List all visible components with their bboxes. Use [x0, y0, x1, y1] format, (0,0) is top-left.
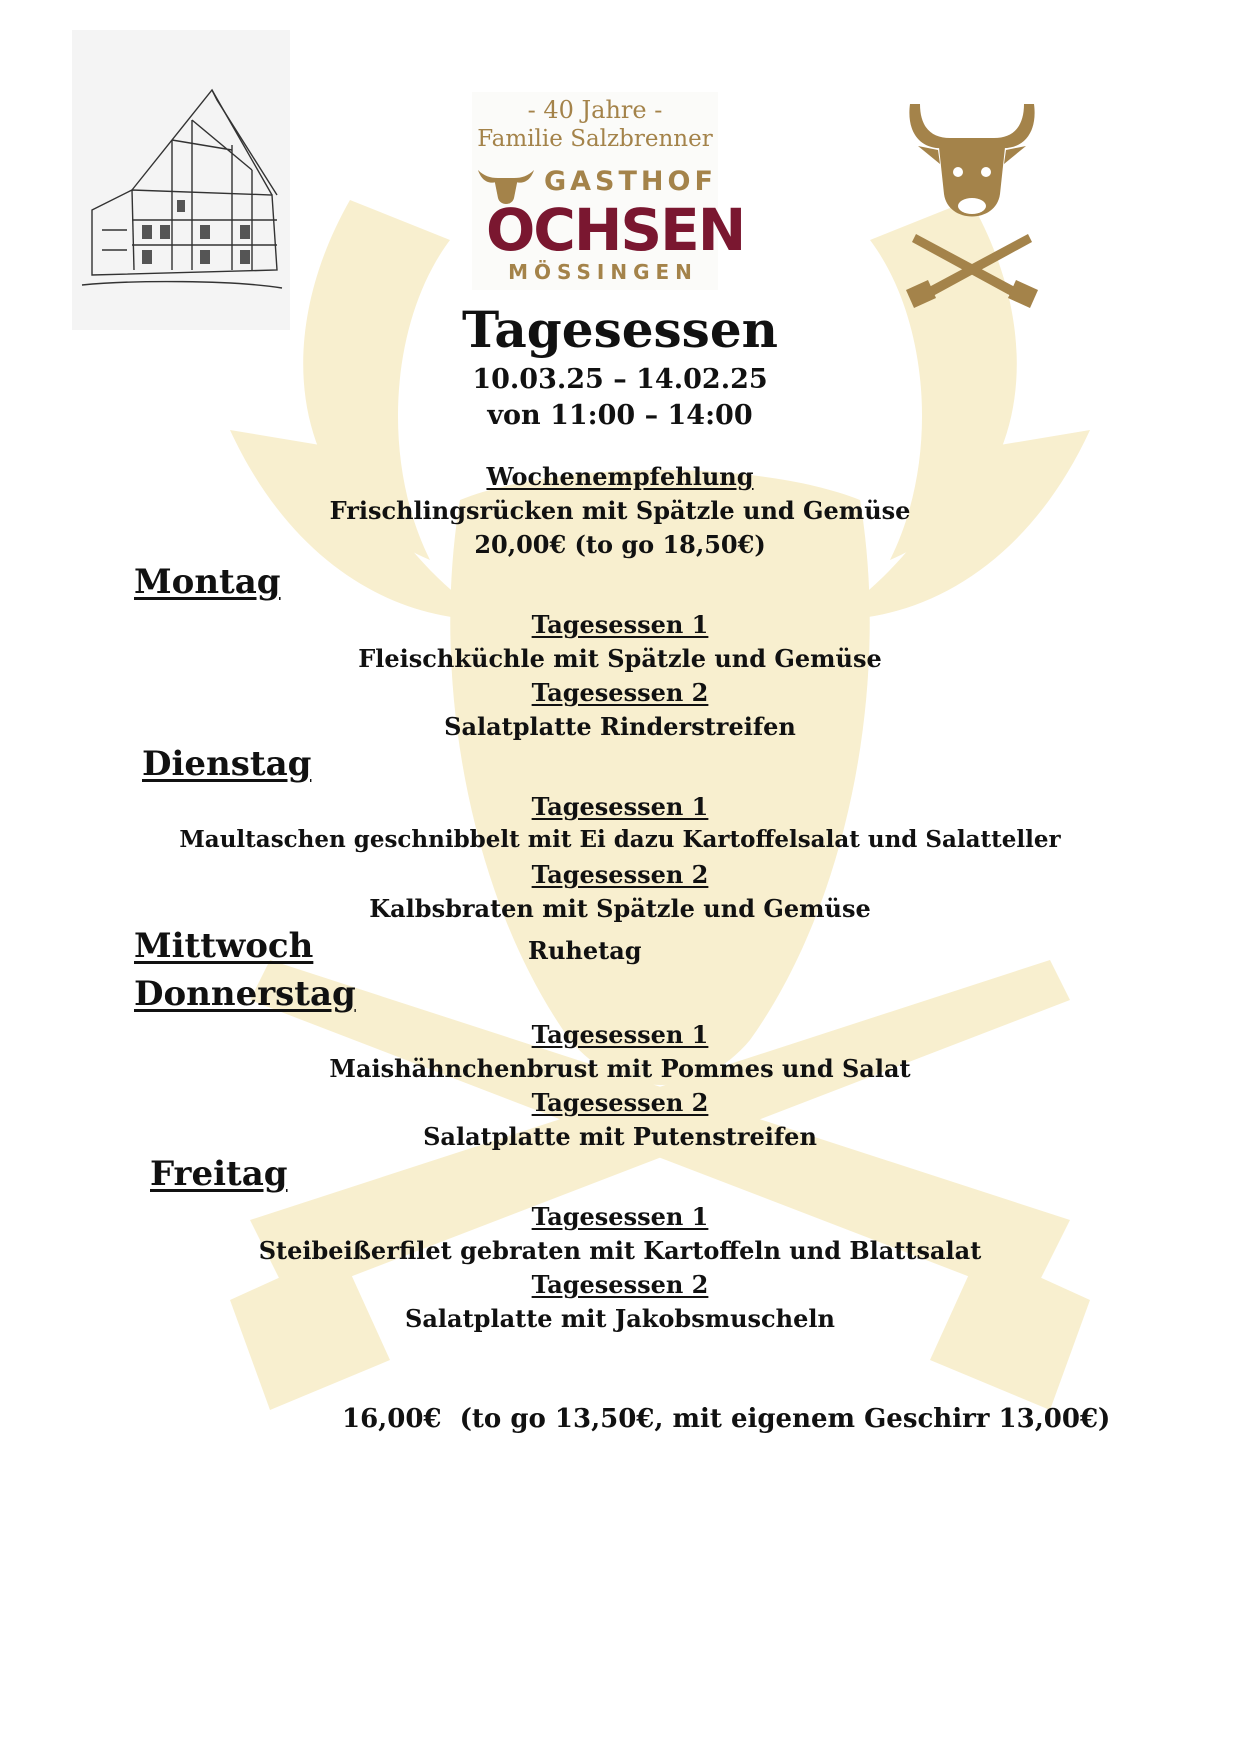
tuesday-label-2: Tagesessen 2 — [531, 860, 709, 889]
date-range: 10.03.25 – 14.02.25 — [472, 364, 768, 395]
thursday-dish-1: Maishähnchenbrust mit Pommes und Salat — [329, 1054, 911, 1083]
day-friday: Freitag — [150, 1154, 288, 1194]
day-wednesday: Mittwoch — [134, 926, 314, 966]
page-title: Tagesessen — [461, 300, 778, 359]
gasthof-logo — [472, 92, 745, 290]
day-thursday: Donnerstag — [134, 974, 356, 1014]
recommendation-label: Wochenempfehlung — [486, 462, 754, 491]
recommendation-price: 20,00€ (to go 18,50€) — [474, 530, 766, 559]
monday-dish-2: Salatplatte Rinderstreifen — [444, 712, 796, 741]
logo-anniversary: - 40 Jahre - — [527, 96, 663, 124]
monday-label-2: Tagesessen 2 — [531, 678, 709, 707]
monday-label-1: Tagesessen 1 — [531, 610, 709, 639]
house-sketch-icon — [72, 30, 290, 330]
thursday-label-2: Tagesessen 2 — [531, 1088, 709, 1117]
friday-dish-1: Steibeißerfilet gebraten mit Kartoffeln und Blattsalat — [258, 1236, 982, 1265]
logo-town: MÖSSINGEN — [508, 260, 698, 284]
friday-dish-2: Salatplatte mit Jakobsmuscheln — [405, 1304, 835, 1333]
footer-price: 16,00€ (to go 13,50€, mit eigenem Geschirr 13,00€) — [342, 1404, 1111, 1434]
tuesday-dish-2: Kalbsbraten mit Spätzle und Gemüse — [369, 894, 871, 923]
day-tuesday: Dienstag — [142, 744, 312, 784]
day-monday: Montag — [134, 562, 281, 602]
friday-label-2: Tagesessen 2 — [531, 1270, 709, 1299]
thursday-label-1: Tagesessen 1 — [531, 1020, 709, 1049]
bull-knives-icon — [904, 94, 1040, 310]
friday-label-1: Tagesessen 1 — [531, 1202, 709, 1231]
tuesday-dish-1: Maultaschen geschnibbelt mit Ei dazu Kartoffelsalat und Salatteller — [179, 826, 1061, 853]
monday-dish-1: Fleischküchle mit Spätzle und Gemüse — [358, 644, 882, 673]
logo-family: Familie Salzbrenner — [477, 126, 713, 152]
tuesday-label-1: Tagesessen 1 — [531, 792, 709, 821]
thursday-dish-2: Salatplatte mit Putenstreifen — [423, 1122, 817, 1151]
logo-gasthof: GASTHOF — [544, 166, 717, 197]
logo-ochsen: OCHSEN — [486, 196, 745, 264]
opening-hours: von 11:00 – 14:00 — [487, 400, 753, 431]
recommendation-dish: Frischlingsrücken mit Spätzle und Gemüse — [329, 496, 911, 525]
wednesday-note: Ruhetag — [528, 936, 642, 965]
